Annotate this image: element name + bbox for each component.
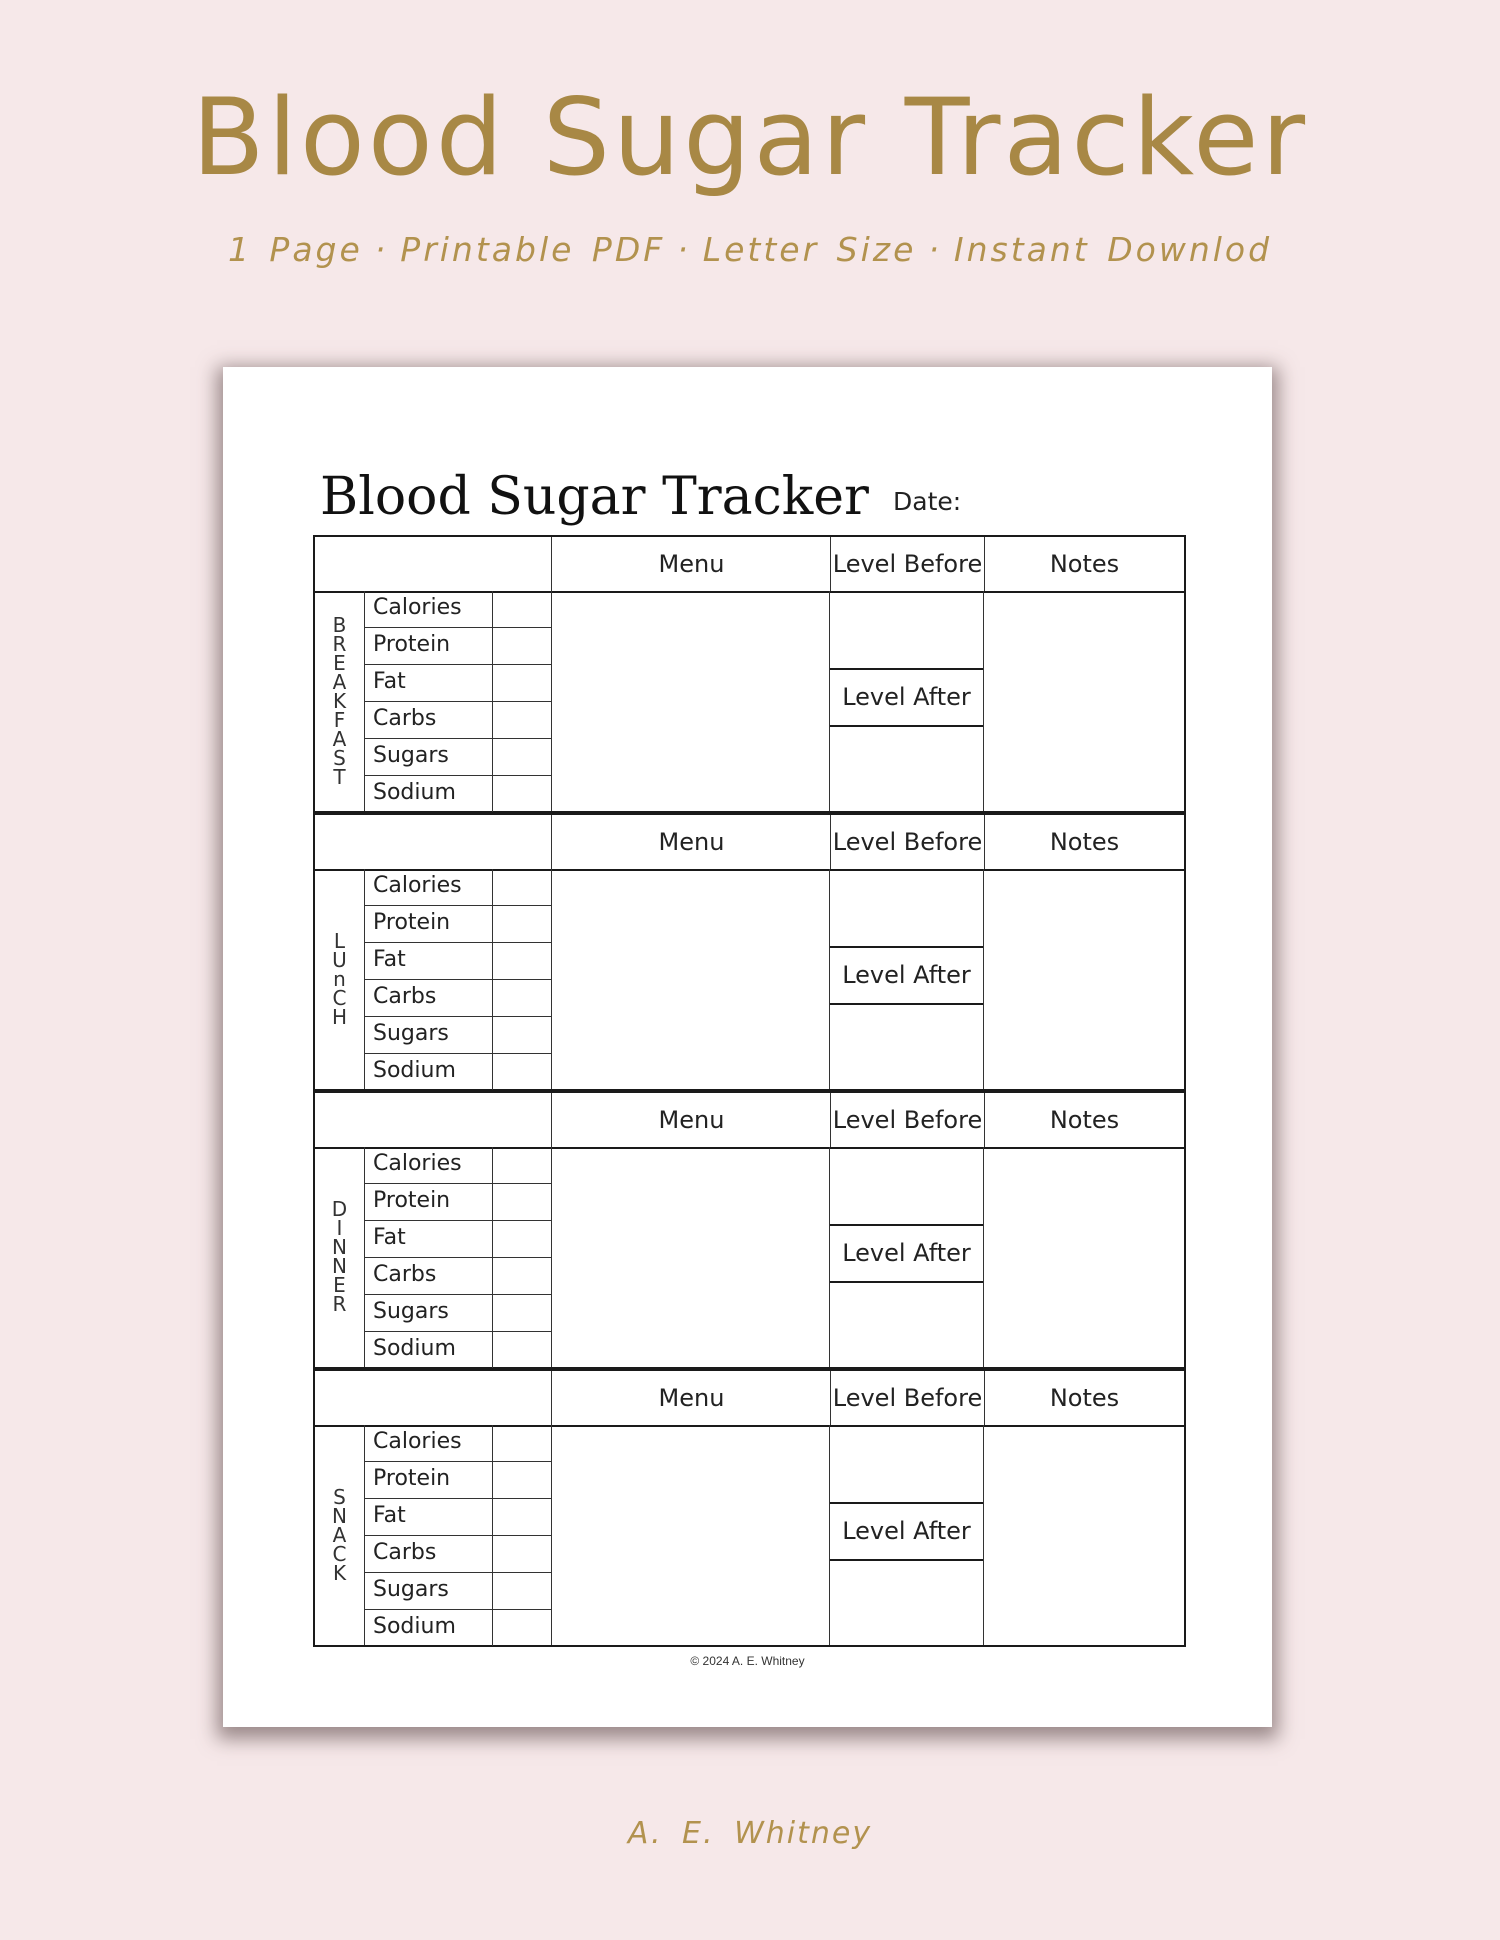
- nutrient-value-cell[interactable]: [494, 1295, 551, 1331]
- nutrient-table: [365, 1425, 551, 1645]
- level-column: [830, 1425, 984, 1645]
- nutrient-table: [365, 869, 551, 1089]
- nutrient-label: Sugars: [365, 1017, 493, 1053]
- nutrient-value-cell[interactable]: [494, 906, 551, 942]
- nutrient-value-cell[interactable]: [494, 943, 551, 979]
- meal-body: [313, 1147, 1186, 1369]
- nutrient-row: [365, 1054, 551, 1090]
- level-before-header: Level Before: [831, 1371, 985, 1425]
- nutrient-row: [365, 943, 551, 980]
- level-before-header: Level Before: [831, 815, 985, 869]
- subtitle-separator: ·: [374, 230, 389, 269]
- header-empty-cell: [315, 537, 552, 591]
- nutrient-row: [365, 628, 551, 665]
- nutrient-row: [365, 1536, 551, 1573]
- meal-body: [313, 591, 1186, 813]
- nutrient-value-cell[interactable]: [494, 702, 551, 738]
- meal-name: BREAKFAST: [332, 612, 347, 789]
- nutrient-value-cell[interactable]: [494, 869, 551, 905]
- nutrient-row: [365, 1147, 551, 1184]
- header-empty-cell: [315, 1371, 552, 1425]
- meal-header-row: [313, 1091, 1186, 1149]
- nutrient-label: Fat: [365, 943, 493, 979]
- nutrient-value-cell[interactable]: [494, 1258, 551, 1294]
- nutrient-row: [365, 1425, 551, 1462]
- nutrient-row: [365, 1017, 551, 1054]
- sheet-title: Blood Sugar Tracker: [320, 467, 869, 527]
- nutrient-row: [365, 1332, 551, 1368]
- nutrient-value-cell[interactable]: [494, 1184, 551, 1220]
- nutrient-label: Calories: [365, 591, 493, 627]
- nutrient-value-cell[interactable]: [494, 1573, 551, 1609]
- level-after-header: Level After: [830, 948, 983, 1005]
- nutrient-value-cell[interactable]: [494, 1536, 551, 1572]
- nutrient-value-cell[interactable]: [494, 1610, 551, 1646]
- nutrient-label: Fat: [365, 1221, 493, 1257]
- nutrient-label: Fat: [365, 1499, 493, 1535]
- notes-entry-cell[interactable]: [984, 1147, 1184, 1367]
- nutrient-row: [365, 1184, 551, 1221]
- nutrient-row: [365, 1258, 551, 1295]
- nutrient-row: [365, 739, 551, 776]
- meal-block-lunch: [313, 813, 1184, 1091]
- meal-block-dinner: [313, 1091, 1184, 1369]
- nutrient-value-cell[interactable]: [494, 1017, 551, 1053]
- notes-entry-cell[interactable]: [984, 1425, 1184, 1645]
- nutrient-row: [365, 1295, 551, 1332]
- tracker-grid: [313, 535, 1184, 1647]
- menu-entry-cell[interactable]: [551, 591, 830, 811]
- nutrient-value-cell[interactable]: [494, 776, 551, 812]
- nutrient-label: Sugars: [365, 1573, 493, 1609]
- level-column: [830, 869, 984, 1089]
- subtitle-separator: ·: [928, 230, 942, 269]
- nutrient-row: [365, 1610, 551, 1646]
- notes-header: Notes: [1049, 549, 1120, 578]
- menu-header: Menu: [553, 1371, 831, 1425]
- meal-block-snack: [313, 1369, 1184, 1647]
- nutrient-label: Fat: [365, 665, 493, 701]
- meal-block-breakfast: [313, 535, 1184, 813]
- nutrient-row: [365, 665, 551, 702]
- menu-entry-cell[interactable]: [551, 869, 830, 1089]
- meal-name: DINNER: [331, 1197, 348, 1316]
- nutrient-label: Sodium: [365, 1054, 493, 1090]
- level-after-header: Level After: [830, 1504, 983, 1561]
- level-before-header: Level Before: [831, 537, 985, 591]
- meal-header-row: [313, 813, 1186, 871]
- meal-label: [315, 869, 365, 1089]
- nutrient-row: [365, 869, 551, 906]
- level-before-header: Level Before: [831, 1093, 985, 1147]
- nutrient-row: [365, 591, 551, 628]
- nutrient-label: Sodium: [365, 776, 493, 812]
- meal-label: [315, 591, 365, 811]
- nutrient-value-cell[interactable]: [494, 1221, 551, 1257]
- nutrient-label: Calories: [365, 1147, 493, 1183]
- nutrient-value-cell[interactable]: [494, 665, 551, 701]
- notes-header: Notes: [1049, 827, 1120, 856]
- nutrient-row: [365, 702, 551, 739]
- notes-header: Notes: [1049, 1383, 1120, 1412]
- meal-header-row: [313, 1369, 1186, 1427]
- nutrient-value-cell[interactable]: [494, 591, 551, 627]
- subtitle-download: Instant Downlod: [953, 230, 1273, 269]
- subtitle-pages: 1 Page: [227, 230, 363, 269]
- nutrient-label: Calories: [365, 869, 493, 905]
- nutrient-value-cell[interactable]: [494, 1054, 551, 1090]
- header-empty-cell: [315, 815, 552, 869]
- subtitle-format: Printable PDF: [400, 230, 666, 269]
- nutrient-label: Sodium: [365, 1610, 493, 1646]
- hero-subtitle: [0, 230, 1500, 269]
- nutrient-label: Protein: [365, 906, 493, 942]
- subtitle-size: Letter Size: [702, 230, 917, 269]
- nutrient-value-cell[interactable]: [494, 1499, 551, 1535]
- level-column: [830, 1147, 984, 1367]
- meal-body: [313, 1425, 1186, 1647]
- meal-header-row: [313, 535, 1186, 593]
- tracker-sheet: [223, 367, 1272, 1727]
- nutrient-label: Protein: [365, 1462, 493, 1498]
- level-column: [830, 591, 984, 811]
- meal-name: SNACK: [332, 1484, 347, 1585]
- nutrient-label: Carbs: [365, 1536, 493, 1572]
- date-label: Date:: [893, 487, 962, 516]
- copyright-notice: © 2024 A. E. Whitney: [690, 1654, 805, 1668]
- nutrient-label: Carbs: [365, 1258, 493, 1294]
- notes-entry-cell[interactable]: [984, 869, 1184, 1089]
- nutrient-value-cell[interactable]: [494, 1425, 551, 1461]
- nutrient-row: [365, 1462, 551, 1499]
- nutrient-label: Sugars: [365, 1295, 493, 1331]
- nutrient-value-cell[interactable]: [494, 628, 551, 664]
- level-after-header: Level After: [830, 1226, 983, 1283]
- nutrient-row: [365, 776, 551, 812]
- nutrient-label: Calories: [365, 1425, 493, 1461]
- author-credit: A. E. Whitney: [627, 1816, 873, 1851]
- nutrient-row: [365, 1499, 551, 1536]
- level-before-entry[interactable]: [830, 869, 983, 948]
- level-before-entry[interactable]: [830, 1425, 983, 1504]
- notes-entry-cell[interactable]: [984, 591, 1184, 811]
- hero-title: Blood Sugar Tracker: [191, 76, 1309, 199]
- nutrient-value-cell[interactable]: [494, 1332, 551, 1368]
- menu-header: Menu: [553, 815, 831, 869]
- nutrient-table: [365, 1147, 551, 1367]
- level-before-entry[interactable]: [830, 591, 983, 670]
- menu-header: Menu: [553, 537, 831, 591]
- meal-label: [315, 1425, 365, 1645]
- nutrient-value-cell[interactable]: [494, 739, 551, 775]
- nutrient-label: Protein: [365, 628, 493, 664]
- nutrient-label: Sodium: [365, 1332, 493, 1368]
- nutrient-row: [365, 1573, 551, 1610]
- menu-header: Menu: [553, 1093, 831, 1147]
- meal-label: [315, 1147, 365, 1367]
- nutrient-value-cell[interactable]: [494, 980, 551, 1016]
- nutrient-value-cell[interactable]: [494, 1147, 551, 1183]
- nutrient-label: Protein: [365, 1184, 493, 1220]
- nutrient-value-cell[interactable]: [494, 1462, 551, 1498]
- meal-name: LUnCH: [331, 928, 348, 1029]
- nutrient-label: Carbs: [365, 702, 493, 738]
- meal-body: [313, 869, 1186, 1091]
- menu-entry-cell[interactable]: [551, 1425, 830, 1645]
- nutrient-row: [365, 1221, 551, 1258]
- nutrient-label: Sugars: [365, 739, 493, 775]
- nutrient-label: Carbs: [365, 980, 493, 1016]
- subtitle-separator: ·: [677, 230, 691, 269]
- nutrient-table: [365, 591, 551, 811]
- notes-header: Notes: [1049, 1105, 1120, 1134]
- menu-entry-cell[interactable]: [551, 1147, 830, 1367]
- level-before-entry[interactable]: [830, 1147, 983, 1226]
- header-empty-cell: [315, 1093, 552, 1147]
- nutrient-row: [365, 906, 551, 943]
- level-after-header: Level After: [830, 670, 983, 727]
- nutrient-row: [365, 980, 551, 1017]
